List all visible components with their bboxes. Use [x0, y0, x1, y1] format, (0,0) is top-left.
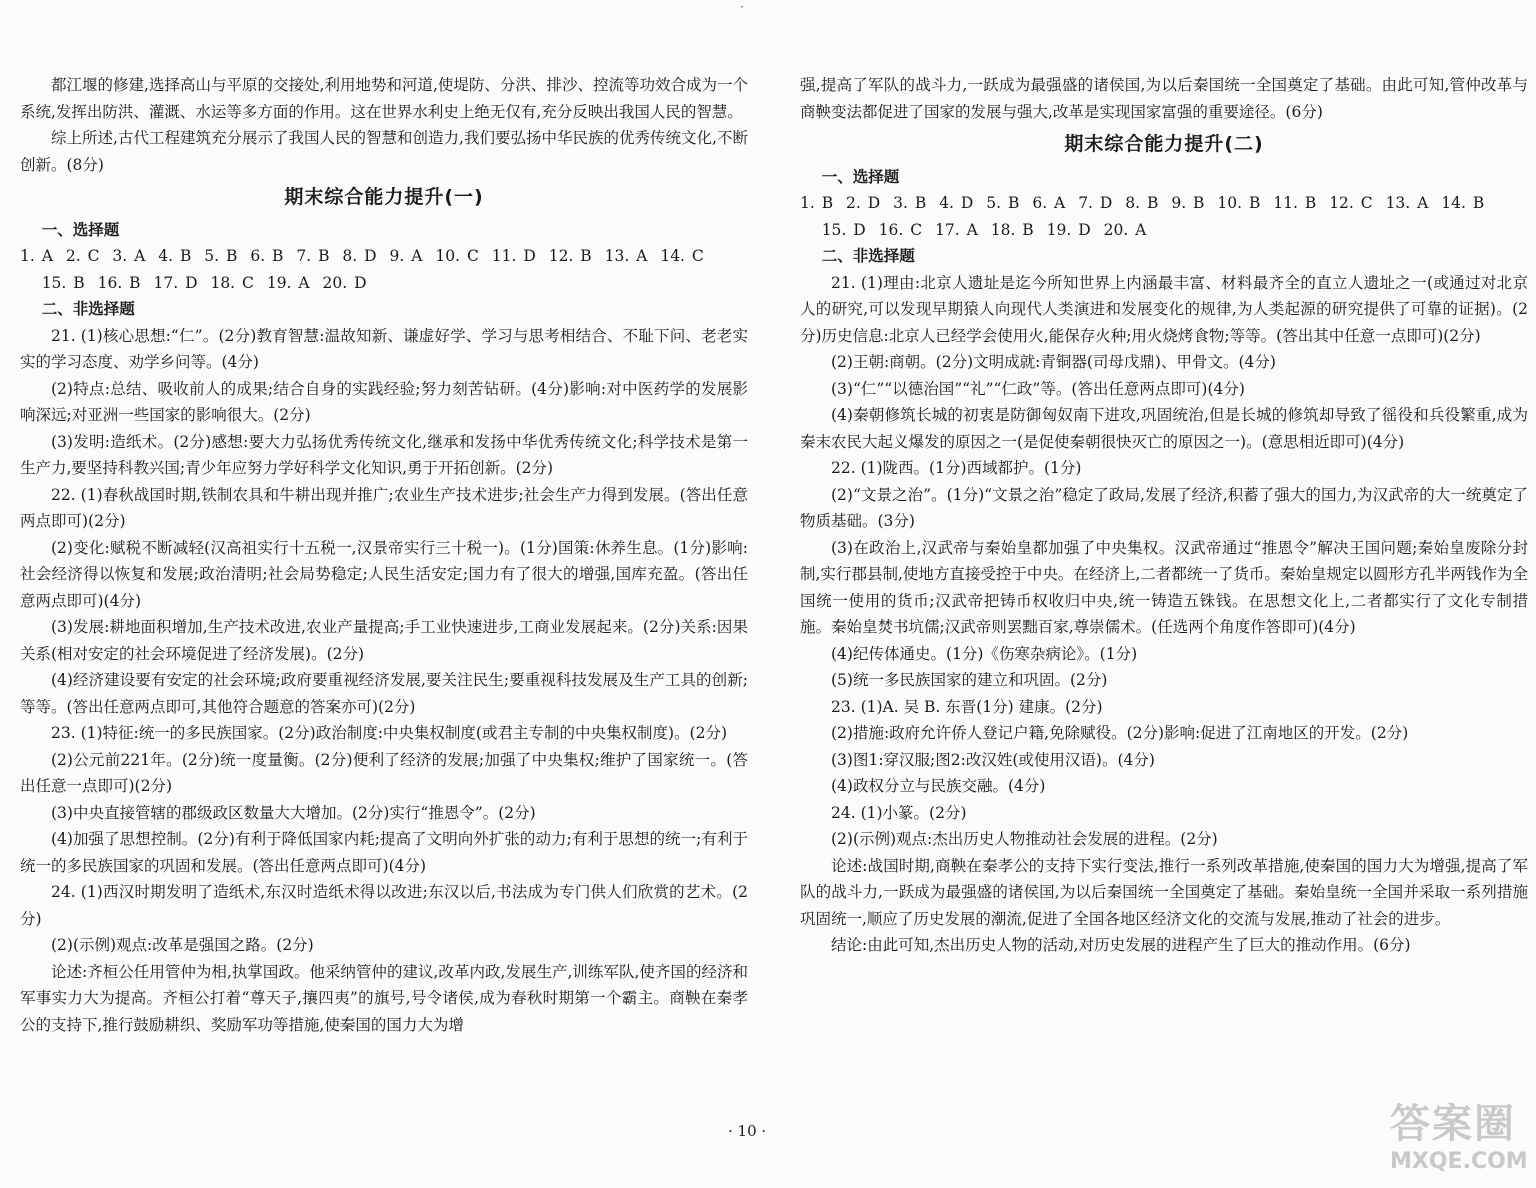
watermark-text: 答案圈: [1390, 1101, 1516, 1147]
answer-paragraph: 24. (1)西汉时期发明了造纸术,东汉时造纸术得以改进;东汉以后,书法成为专门供人们欣赏的艺术。(2分): [20, 883, 748, 928]
mc-answer: 12. B: [548, 247, 592, 265]
mc-answer: 20. A: [1103, 220, 1147, 239]
mc-answer: 11. B: [1273, 194, 1317, 212]
mc-answer: 16. B: [97, 273, 141, 292]
answer-paragraph: 22. (1)陇西。(1分)西域都护。(1分): [831, 459, 1082, 477]
page-number: · 10 ·: [728, 1122, 767, 1140]
answer-paragraph: (4)经济建设要有安定的社会环境;政府要重视经济发展,要关注民生;要重视科技发展及生产工具的创新;等等。(答出任意两点即可,其他符合题意的答案亦可)(2分): [20, 671, 748, 716]
answer-paragraph: (2)变化:赋税不断减轻(汉高祖实行十五税一,汉景帝实行三十税一)。(1分)国策:休养生息。(1分)影响:社会经济得以恢复和发展;政治清明;社会局势稳定;人民生活安定;国力有了很大的增强,国库充盈。(答出任意两点即可)(4分): [20, 538, 748, 610]
answer-paragraph: (2)特点:总结、吸收前人的成果;结合自身的实践经验;努力刻苦钻研。(4分)影响:对中医药学的发展影响深远;对亚洲一些国家的影响很大。(2分): [20, 379, 748, 424]
answer-paragraphs: [800, 270, 1528, 959]
answer-paragraph: 论述:战国时期,商鞅在秦孝公的支持下实行变法,推行一系列改革措施,使秦国的国力大为增强,提高了军队的战斗力,一跃成为最强盛的诸侯国,为以后秦国统一全国奠定了基础。秦始皇统一全国并采取一系列措施巩固统一,顺应了历史发展的潮流,促进了全国各地区经济文化的交流与发展,推动了社会的进步。: [800, 856, 1528, 928]
section-title: 期末综合能力提升(一): [284, 186, 484, 208]
answer-paragraph: 论述:齐桓公任用管仲为相,执掌国政。他采纳管仲的建议,改革内政,发展生产,训练军队,使齐国的经济和军事实力大为提高。齐桓公打着“尊天子,攘四夷”的旗号,号令诸侯,成为春秋时期第一个霸主。商鞅在秦孝公的支持下,推行鼓励耕织、奖励军功等措施,使秦国的国力大为增: [20, 962, 748, 1034]
answer-paragraph: (2)公元前221年。(2分)统一度量衡。(2分)便利了经济的发展;加强了中央集权;维护了国家统一。(答出任意一点即可)(2分): [20, 750, 748, 795]
mc-answer: 17. A: [935, 220, 978, 239]
answer-paragraph: (3)中央直接管辖的郡级政区数量大大增加。(2分)实行“推恩令”。(2分): [51, 803, 536, 822]
mc-answer: 20. D: [322, 273, 367, 292]
answer-paragraph: (3)发明:造纸术。(2分)感想:要大力弘扬优秀传统文化,继承和发扬中华优秀传统文化;科学技术是第一生产力,要坚持科教兴国;青少年应努力学好科学文化知识,勇于开拓创新。(2分): [20, 432, 748, 477]
paragraph: 都江堰的修建,选择高山与平原的交接处,利用地势和河道,使堤防、分洪、排沙、控流等功效合成为一个系统,发挥出防洪、灌溉、水运等多方面的作用。这在世界水利史上绝无仅有,充分反映出我国人民的智慧。: [20, 76, 748, 121]
paragraph: 强,提高了军队的战斗力,一跃成为最强盛的诸侯国,为以后秦国统一全国奠定了基础。由此可知,管仲改革与商鞅变法都促进了国家的发展与强大,改革是实现国家富强的重要途径。(6分): [800, 76, 1528, 121]
mc-answer: 5. B: [204, 247, 238, 265]
answer-paragraph: (2)(示例)观点:杰出历史人物推动社会发展的进程。(2分): [831, 830, 1218, 848]
answer-paragraph: (2)“文景之治”。(1分)“文景之治”稳定了政局,发展了经济,积蓄了强大的国力,为汉武帝的大一统奠定了物质基础。(3分): [800, 485, 1528, 530]
answer-paragraph: (3)图1:穿汉服;图2:改汉姓(或使用汉语)。(4分): [831, 750, 1155, 769]
mc-answer: 6. A: [1032, 194, 1066, 212]
mc-answer: 18. B: [990, 220, 1034, 239]
mc-heading: 一、选择题: [821, 166, 900, 186]
mc-answer: 1. B: [800, 194, 834, 212]
mc-answer: 2. D: [846, 194, 881, 212]
left-column: [20, 72, 748, 1038]
answer-paragraph: (3)“仁”“以德治国”“礼”“仁政”等。(答出任意两点即可)(4分): [831, 379, 1245, 398]
mc-answer: 7. D: [1078, 194, 1113, 212]
watermark-logo: [1390, 1100, 1536, 1188]
mc-answer: 9. B: [1171, 194, 1205, 212]
mc-answer: 12. C: [1329, 194, 1373, 212]
mc-answer: 1. A: [20, 247, 53, 265]
answer-paragraph: (4)纪传体通史。(1分)《伤寒杂病论》。(1分): [831, 644, 1138, 663]
answer-paragraph: 21. (1)核心思想:“仁”。(2分)教育智慧:温故知新、谦虚好学、学习与思考相结合、不耻下问、老老实实的学习态度、劝学乡问等。(4分): [20, 326, 748, 371]
answer-paragraph: (2)措施:政府允许侨人登记户籍,免除赋役。(2分)影响:促进了江南地区的开发。(2分): [831, 724, 1409, 742]
right-column: [800, 72, 1528, 959]
mc-answer: 7. B: [296, 247, 330, 265]
mc-answer: 14. B: [1441, 194, 1485, 212]
answer-paragraph: (2)王朝:商朝。(2分)文明成就:青铜器(司母戊鼎)、甲骨文。(4分): [831, 353, 1276, 371]
mc-answer: 6. B: [250, 247, 284, 265]
mc-answer: 11. D: [491, 247, 536, 265]
answer-paragraph: (4)加强了思想控制。(2分)有利于降低国家内耗;提高了文明向外扩张的动力;有利于思想的统一;有利于统一的多民族国家的巩固和发展。(答出任意两点即可)(4分): [20, 830, 748, 875]
paragraph: 综上所述,古代工程建筑充分展示了我国人民的智慧和创造力,我们要弘扬中华民族的优秀传统文化,不断创新。(8分): [20, 129, 748, 174]
answer-paragraph: (3)发展:耕地面积增加,生产技术改进,农业产量提高;手工业快速进步,工商业发展起来。(2分)关系:因果关系(相对安定的社会环境促进了经济发展)。(2分): [20, 618, 748, 663]
mc-answer: 13. A: [1385, 194, 1429, 212]
answer-paragraphs: [20, 323, 748, 1039]
answer-paragraph: 结论:由此可知,杰出历史人物的活动,对历史发展的进程产生了巨大的推动作用。(6分): [831, 936, 1411, 954]
answer-paragraph: (4)政权分立与民族交融。(4分): [831, 777, 1046, 795]
watermark-url: MXQE.COM: [1390, 1149, 1528, 1174]
mc-heading: 一、选择题: [41, 219, 120, 239]
mc-answer: 15. B: [41, 273, 85, 292]
mc-answers: [800, 190, 1528, 243]
mc-answer: 9. A: [389, 247, 423, 265]
mc-answer: 3. A: [112, 247, 146, 265]
mc-answers: [20, 243, 748, 296]
mc-answer: 4. B: [158, 247, 192, 265]
mc-answer: 8. B: [1125, 194, 1159, 212]
mc-answer: 13. A: [604, 247, 648, 265]
answer-paragraph: 22. (1)春秋战国时期,铁制农具和牛耕出现并推广;农业生产技术进步;社会生产力得到发展。(答出任意两点即可)(2分): [20, 485, 748, 530]
mc-answer: 8. D: [342, 247, 377, 265]
mc-answer: 10. B: [1217, 194, 1261, 212]
mc-answer: 4. D: [939, 194, 974, 212]
section-title: 期末综合能力提升(二): [1064, 133, 1264, 155]
nonmc-heading: 二、非选择题: [41, 299, 135, 318]
answer-paragraph: 24. (1)小篆。(2分): [831, 803, 967, 822]
mc-answer: 19. D: [1046, 220, 1091, 239]
mc-answer: 17. D: [153, 273, 198, 292]
nonmc-heading: 二、非选择题: [821, 246, 915, 265]
mc-answer: 10. C: [435, 247, 479, 265]
answer-paragraph: 21. (1)理由:北京人遗址是迄今所知世界上内涵最丰富、材料最齐全的直立人遗址之一(或通过对北京人的研究,可以发现早期猿人向现代人类演进和发展变化的规律,为人类起源的研究提供了可靠的证据)。(2分)历史信息:北京人已经学会使用火,能保存火种;用火烧烤食物;等等。(答出其中任意一点即可)(2分): [800, 273, 1528, 345]
mc-answer: 15. D: [821, 220, 866, 239]
answer-paragraph: 23. (1)A. 吴 B. 东晋(1分) 建康。(2分): [831, 697, 1103, 716]
answer-paragraph: (3)在政治上,汉武帝与秦始皇都加强了中央集权。汉武帝通过“推恩令”解决王国问题;秦始皇废除分封制,实行郡县制,使地方直接受控于中央。在经济上,二者都统一了货币。秦始皇规定以圆形方孔半两钱作为全国统一使用的货币;汉武帝把铸币权收归中央,统一铸造五铢钱。在思想文化上,二者都实行了文化专制措施。秦始皇焚书坑儒;汉武帝则罢黜百家,尊崇儒术。(任选两个角度作答即可)(4分): [800, 538, 1528, 636]
mc-answer: 18. C: [210, 273, 254, 292]
mc-answer: 3. B: [893, 194, 927, 212]
mc-answer: 5. B: [986, 194, 1020, 212]
answer-paragraph: (2)(示例)观点:改革是强国之路。(2分): [51, 936, 314, 954]
answer-paragraph: (4)秦朝修筑长城的初衷是防御匈奴南下进攻,巩固统治,但是长城的修筑却导致了徭役和兵役繁重,成为秦末农民大起义爆发的原因之一(是促使秦朝很快灭亡的原因之一)。(意思相近即可)(4分): [800, 406, 1528, 451]
top-mark: ·: [740, 0, 744, 14]
mc-answer: 19. A: [266, 273, 310, 292]
mc-answer: 14. C: [660, 247, 704, 265]
mc-answer: 2. C: [65, 247, 100, 265]
answer-paragraph: (5)统一多民族国家的建立和巩固。(2分): [831, 671, 1108, 689]
mc-answer: 16. C: [878, 220, 923, 239]
answer-paragraph: 23. (1)特征:统一的多民族国家。(2分)政治制度:中央集权制度(或君主专制的中央集权制度)。(2分): [51, 724, 727, 742]
